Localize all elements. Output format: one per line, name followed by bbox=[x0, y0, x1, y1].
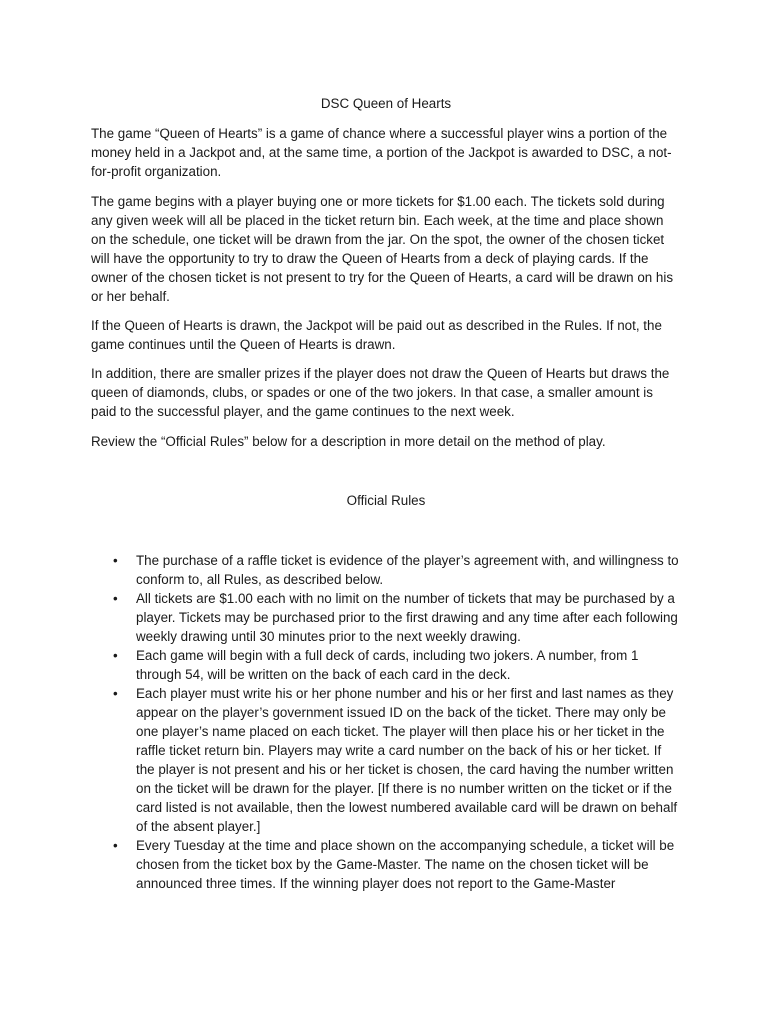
rule-text: Each game will begin with a full deck of cards, including two jokers. A number, from 1 through 54, will be written on the back of each card in the deck. bbox=[136, 648, 639, 682]
rules-list bbox=[91, 551, 681, 893]
rule-item bbox=[91, 836, 681, 893]
review-rules-paragraph: Review the “Official Rules” below for a description in more detail on the method of play. bbox=[91, 434, 606, 449]
bullet-icon: • bbox=[113, 838, 118, 853]
intro-paragraph: The game “Queen of Hearts” is a game of chance where a successful player wins a portion of the money held in a Jackpot and, at the same time, a portion of the Jackpot is awarded to DSC, a not-for-profit organization. bbox=[91, 126, 672, 179]
rule-item bbox=[91, 684, 681, 836]
jackpot-paragraph: If the Queen of Hearts is drawn, the Jackpot will be paid out as described in the Rules. If not, the game continues until the Queen of Hearts is drawn. bbox=[91, 318, 662, 352]
smaller-prizes-paragraph: In addition, there are smaller prizes if the player does not draw the Queen of Hearts but draws the queen of diamonds, clubs, or spades or one of the two jokers. In that case, a smaller amount is paid to the successful player, and the game continues to the next week. bbox=[91, 366, 670, 419]
bullet-icon: • bbox=[113, 686, 118, 701]
rule-text: Each player must write his or her phone number and his or her first and last names as they appear on the player’s government issued ID on the back of the ticket. There may only be one player’s name placed on each ticket. The player will then place his or her ticket in the raffle ticket return bin. Players may write a card number on the back of his or her ticket. If the player is not present and his or her ticket is chosen, the card having the number written on the ticket will be drawn for the player. [If there is no number written on the ticket or if the card listed is not available, then the lowest numbered available card will be drawn on behalf of the absent player.] bbox=[136, 686, 678, 834]
rule-item bbox=[91, 551, 681, 589]
rule-item bbox=[91, 589, 681, 646]
bullet-icon: • bbox=[113, 553, 118, 568]
bullet-icon: • bbox=[113, 591, 118, 606]
rules-heading: Official Rules bbox=[346, 493, 426, 508]
rule-text: Every Tuesday at the time and place shown on the accompanying schedule, a ticket will be chosen from the ticket box by the Game-Master. The name on the chosen ticket will be announced three times. If the winning player does not report to the Game-Master bbox=[136, 838, 675, 891]
rule-item bbox=[91, 646, 681, 684]
gameplay-paragraph: The game begins with a player buying one or more tickets for $1.00 each. The tickets sold during any given week will all be placed in the ticket return bin. Each week, at the time and place shown on the schedule, one ticket will be drawn from the jar. On the spot, the owner of the chosen ticket will have the opportunity to try to draw the Queen of Hearts from a deck of playing cards. If the owner of the chosen ticket is not present to try for the Queen of Hearts, a card will be drawn on his or her behalf. bbox=[91, 194, 674, 304]
bullet-icon: • bbox=[113, 648, 118, 663]
rule-text: All tickets are $1.00 each with no limit on the number of tickets that may be purchased by a player. Tickets may be purchased prior to the first drawing and any time after each following weekly drawing until 30 minutes prior to the next weekly drawing. bbox=[136, 591, 678, 644]
document-title: DSC Queen of Hearts bbox=[320, 96, 452, 111]
rule-text: The purchase of a raffle ticket is evidence of the player’s agreement with, and willingness to conform to, all Rules, as described below. bbox=[136, 553, 679, 587]
